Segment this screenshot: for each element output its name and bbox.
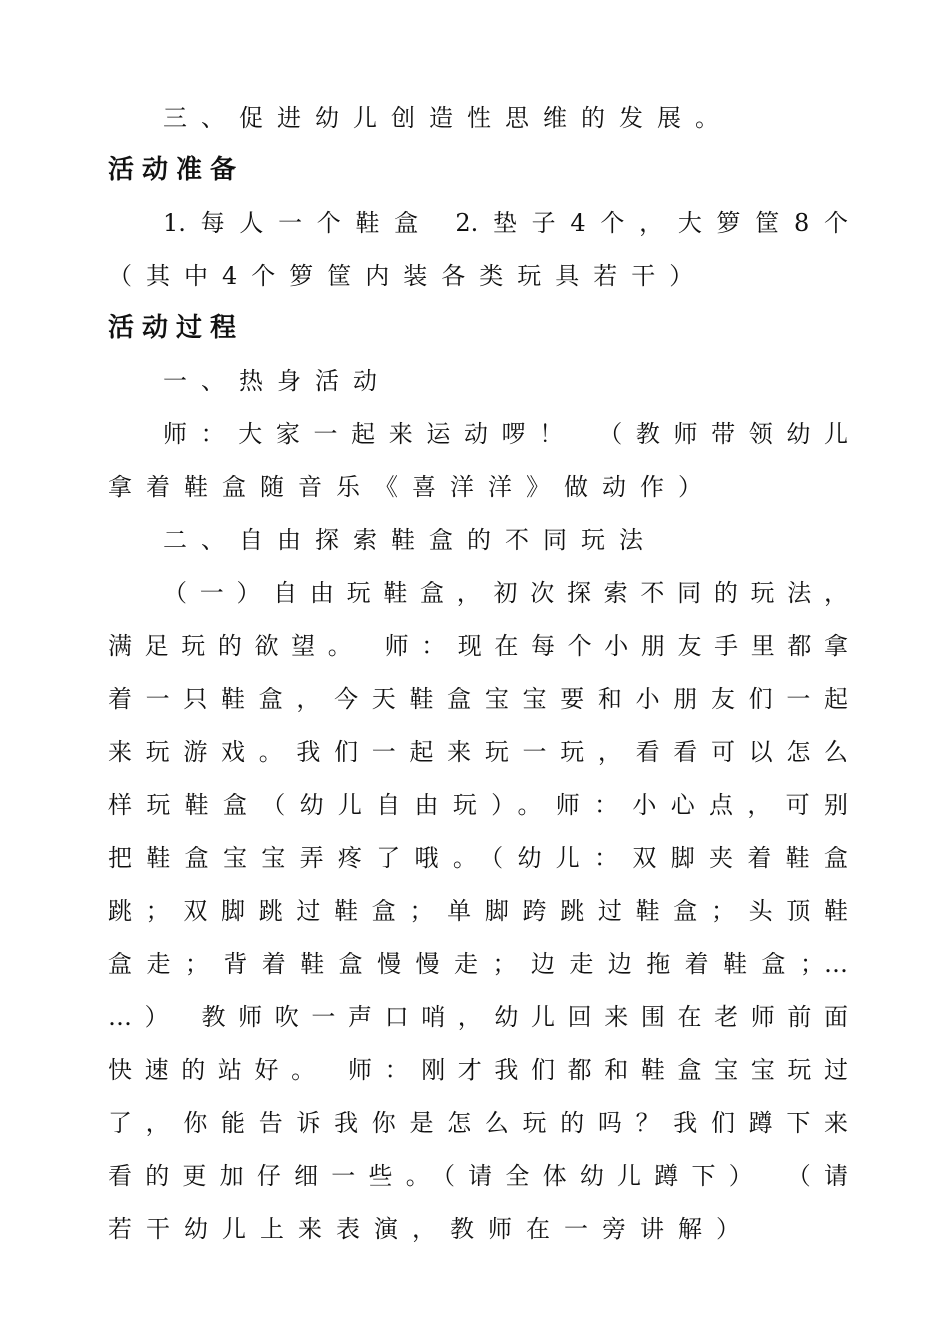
paragraph-line: 拿着鞋盒随音乐《喜洋洋》做动作） (108, 473, 716, 501)
paragraph-line: 盒走；背着鞋盒慢慢走；边走边拖着鞋盒；… (108, 950, 848, 978)
paragraph-line: 满足玩的欲望。 师：现在每个小朋友手里都拿 (108, 632, 848, 660)
paragraph-line: …） 教师吹一声口哨，幼儿回来围在老师前面 (108, 1003, 848, 1031)
section-heading-preparation: 活动准备 (108, 155, 245, 185)
objective-line: 三、促进幼儿创造性思维的发展。 (163, 104, 733, 132)
step-heading-explore: 二、自由探索鞋盒的不同玩法 (163, 526, 657, 554)
paragraph-line: 把鞋盒宝宝弄疼了哦。（幼儿：双脚夹着鞋盒 (108, 844, 848, 872)
preparation-line-2: （其中4个箩筐内装各类玩具若干） (108, 262, 708, 290)
paragraph-line: 来玩游戏。我们一起来玩一玩，看看可以怎么 (108, 738, 848, 766)
paragraph-line: 了，你能告诉我你是怎么玩的吗？我们蹲下来 (108, 1109, 848, 1137)
paragraph-line: 样玩鞋盒（幼儿自由玩）。师：小心点，可别 (108, 791, 848, 819)
paragraph-line: 看的更加仔细一些。（请全体幼儿蹲下） （请 (108, 1162, 848, 1190)
paragraph-line: 若干幼儿上来表演，教师在一旁讲解） (108, 1215, 754, 1243)
paragraph-line: 跳；双脚跳过鞋盒；单脚跨跳过鞋盒；头顶鞋 (108, 897, 848, 925)
paragraph-line: （一）自由玩鞋盒，初次探索不同的玩法， (163, 579, 848, 607)
preparation-line-1: 1.每人一个鞋盒 2.垫子4个，大箩筐8个 (163, 209, 848, 237)
paragraph-line: 着一只鞋盒，今天鞋盒宝宝要和小朋友们一起 (108, 685, 848, 713)
step-heading-warmup: 一、热身活动 (163, 367, 391, 395)
paragraph-line: 快速的站好。 师：刚才我们都和鞋盒宝宝玩过 (108, 1056, 848, 1084)
section-heading-process: 活动过程 (108, 313, 245, 343)
paragraph-line: 师：大家一起来运动啰！ （教师带领幼儿 (163, 420, 848, 448)
